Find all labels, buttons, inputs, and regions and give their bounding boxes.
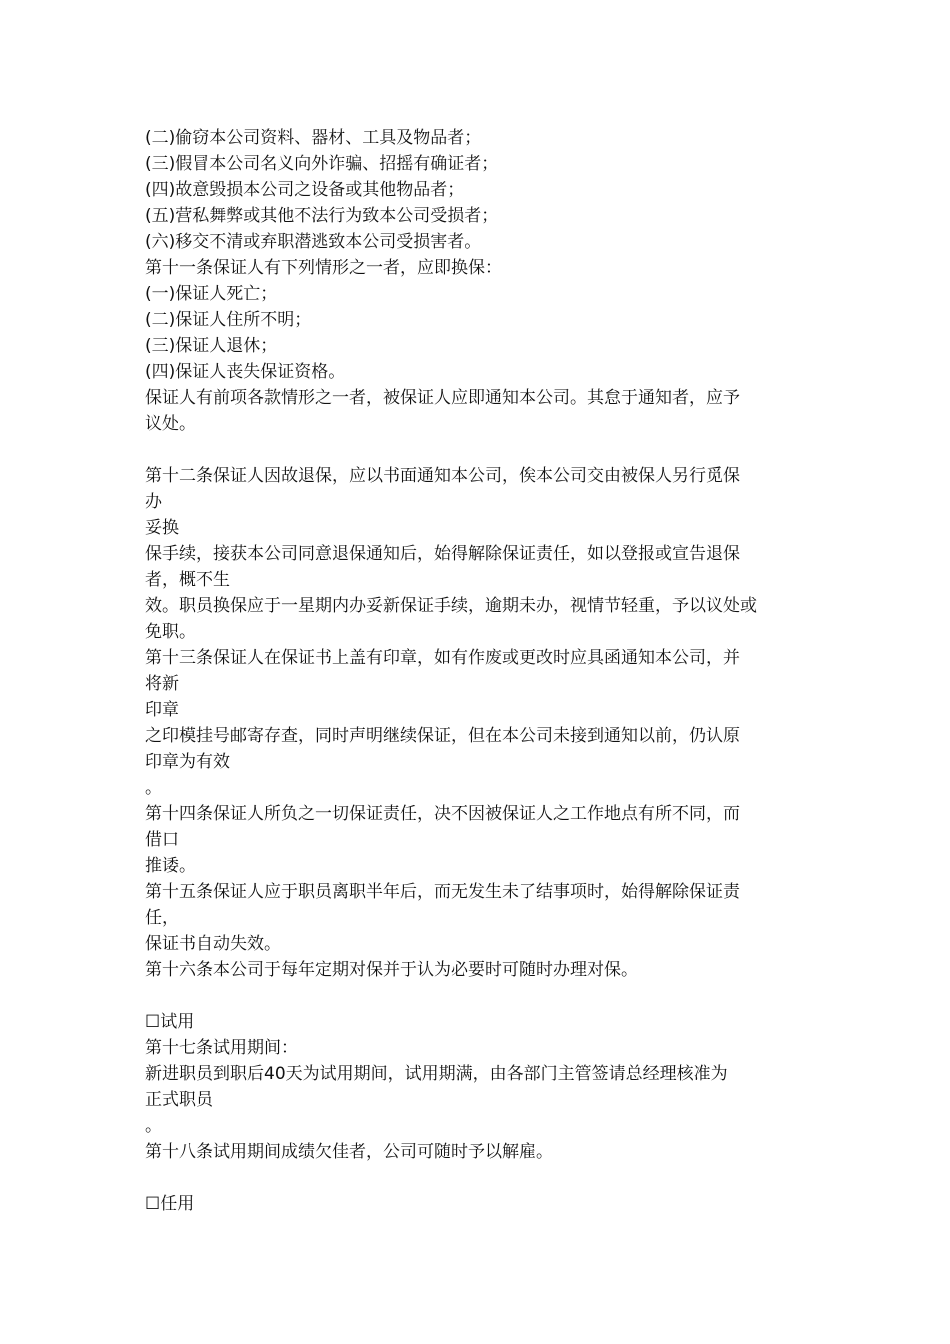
article-heading: 第十三条保证人在保证书上盖有印章，如有作废或更改时应具函通知本公司，并 xyxy=(145,648,740,668)
section-heading-probation: ☐试用 xyxy=(145,1012,195,1032)
text-line: 免职。 xyxy=(145,622,196,642)
text-line: (五)营私舞弊或其他不法行为致本公司受损者； xyxy=(145,206,499,226)
text-line: 之印模挂号邮寄存查，同时声明继续保证，但在本公司未接到通知以前，仍认原 xyxy=(145,726,740,746)
text-line: 新进职员到职后40天为试用期间，试用期满，由各部门主管签请总经理核准为 xyxy=(145,1064,728,1084)
text-line: (一)保证人死亡； xyxy=(145,284,278,304)
section-heading-appointment: ☐任用 xyxy=(145,1194,195,1214)
text-line: 效。职员换保应于一星期内办妥新保证手续，逾期未办，视情节轻重，予以议处或 xyxy=(145,596,757,616)
blank-line xyxy=(145,983,810,1009)
article-heading: 第十四条保证人所负之一切保证责任，决不因被保证人之工作地点有所不同，而 xyxy=(145,804,740,824)
text-line: 议处。 xyxy=(145,414,196,434)
text-line: 。 xyxy=(145,778,162,798)
text-line: (二)保证人住所不明； xyxy=(145,310,312,330)
text-line: (二)偷窃本公司资料、器材、工具及物品者； xyxy=(145,128,482,148)
article-heading: 第十五条保证人应于职员离职半年后，而无发生未了结事项时，始得解除保证责 xyxy=(145,882,740,902)
blank-line xyxy=(145,1165,810,1191)
text-line: 借口 xyxy=(145,830,179,850)
text-line: 者，概不生 xyxy=(145,570,230,590)
article-heading: 第十六条本公司于每年定期对保并于认为必要时可随时办理对保。 xyxy=(145,960,638,980)
article-heading: 第十七条试用期间： xyxy=(145,1038,298,1058)
text-line: 任， xyxy=(145,908,179,928)
text-line: (六)移交不清或弃职潜逃致本公司受损害者。 xyxy=(145,232,482,252)
text-line: 办 xyxy=(145,492,162,512)
text-line: 。 xyxy=(145,1116,162,1136)
blank-line xyxy=(145,437,810,463)
text-line: (四)故意毁损本公司之设备或其他物品者； xyxy=(145,180,465,200)
text-line: 妥换 xyxy=(145,518,179,538)
text-line: (四)保证人丧失保证资格。 xyxy=(145,362,346,382)
text-line: 印章为有效 xyxy=(145,752,230,772)
text-line: 保证人有前项各款情形之一者，被保证人应即通知本公司。其怠于通知者，应予 xyxy=(145,388,740,408)
article-heading: 第十一条保证人有下列情形之一者，应即换保： xyxy=(145,258,502,278)
text-line: (三)假冒本公司名义向外诈骗、招摇有确证者； xyxy=(145,154,499,174)
text-line: 正式职员 xyxy=(145,1090,213,1110)
document-body xyxy=(145,125,810,1217)
text-line: 印章 xyxy=(145,700,179,720)
text-line: 保手续，接获本公司同意退保通知后，始得解除保证责任，如以登报或宣告退保 xyxy=(145,544,740,564)
text-line: 推诿。 xyxy=(145,856,196,876)
article-heading: 第十八条试用期间成绩欠佳者，公司可随时予以解雇。 xyxy=(145,1142,553,1162)
article-heading: 第十二条保证人因故退保，应以书面通知本公司，俟本公司交由被保人另行觅保 xyxy=(145,466,740,486)
text-line: 将新 xyxy=(145,674,179,694)
text-line: (三)保证人退休； xyxy=(145,336,278,356)
text-line: 保证书自动失效。 xyxy=(145,934,281,954)
